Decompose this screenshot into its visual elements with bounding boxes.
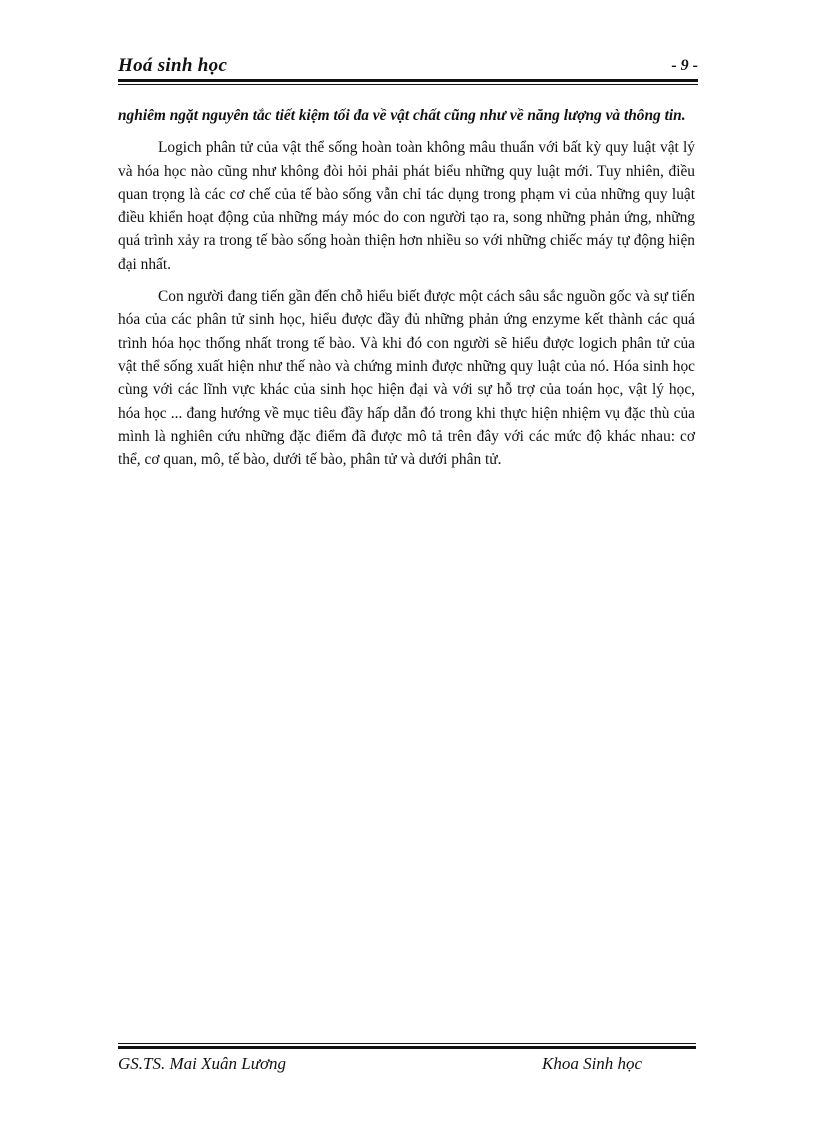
header-rule-thick bbox=[118, 79, 698, 82]
body-paragraph: Logich phân tử của vật thể sống hoàn toàn không mâu thuẩn với bất kỳ quy luật vật lý và hóa học nào cũng như không đòi hỏi phải phát biểu những quy luật mới. Tuy nhiên, điều quan trọng là các cơ chế của tế bào sống vẫn chỉ tác dụng trong phạm vi của những quy luật điều khiển hoạt động của những máy móc do con người tạo ra, song những phản ứng, những quá trình xảy ra trong tế bào sống hoàn thiện hơn nhiều so với những chiếc máy tự động hiện đại nhất. bbox=[118, 139, 695, 273]
page-number: - 9 - bbox=[671, 57, 698, 74]
footer-rule-thick bbox=[118, 1046, 696, 1049]
body-paragraph: Con người đang tiến gần đến chỗ hiểu biết được một cách sâu sắc nguồn gốc và sự tiến hóa của các phân tử sinh học, hiểu được đầy đủ những phản ứng enzyme kết thành các quá trình hóa học thống nhất trong tế bào. Và khi đó con người sẽ hiểu được logich phân tử của vật thể sống xuất hiện như thế nào và chứng minh được những quy luật của nó. Hóa sinh học cùng với các lĩnh vực khác của sinh học hiện đại và với sự hỗ trợ của toán học, vật lý học, hóa học ... đang hướng về mục tiêu đầy hấp dẫn đó trong khi thực hiện nhiệm vụ đặc thù của mình là nghiên cứu những đặc điểm đã được mô tả trên đây với các mức độ khác nhau: cơ thể, cơ quan, mô, tế bào, dưới tế bào, phân tử và dưới phân tử. bbox=[118, 288, 695, 469]
footer-author: GS.TS. Mai Xuân Lương bbox=[118, 1054, 287, 1073]
lead-paragraph: nghiêm ngặt nguyên tắc tiết kiệm tối đa về vật chất cũng như về năng lượng và thông tin. bbox=[118, 107, 686, 124]
footer-rule-thin bbox=[118, 1043, 696, 1044]
header-rule-thin bbox=[118, 84, 698, 85]
footer-department: Khoa Sinh học bbox=[542, 1054, 643, 1073]
page-header bbox=[118, 55, 698, 79]
page-body bbox=[118, 104, 695, 480]
header-title: Hoá sinh học bbox=[118, 55, 228, 76]
